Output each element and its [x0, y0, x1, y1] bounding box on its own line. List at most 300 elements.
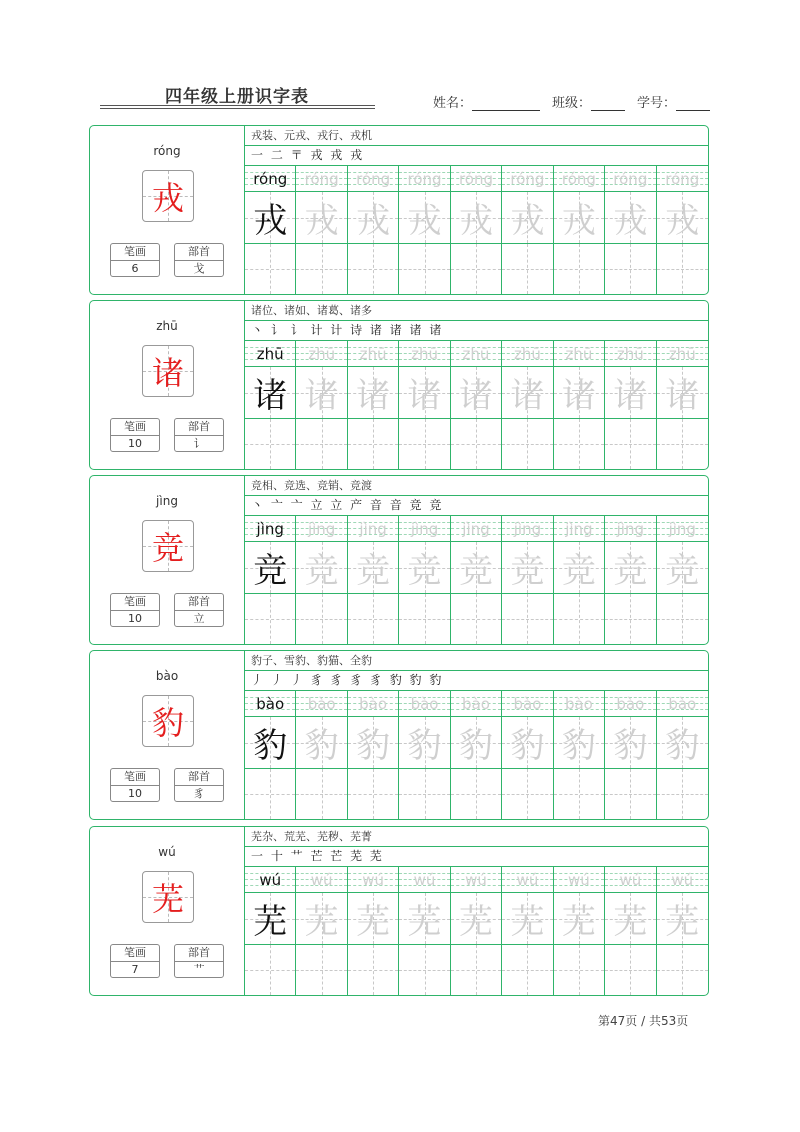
character-model: 戎: [253, 201, 288, 241]
character-trace: 戎: [561, 201, 596, 241]
blank-writing-box[interactable]: [296, 419, 346, 469]
blank-writing-box[interactable]: [657, 945, 708, 995]
practice-column: [554, 341, 605, 469]
character-info-panel: [90, 301, 245, 469]
practice-column: [502, 691, 553, 819]
character-writing-box: [502, 893, 552, 945]
practice-column: [605, 516, 656, 644]
character-writing-box: [554, 717, 604, 769]
pinyin-writing-row: [348, 867, 398, 893]
page-title: 四年级上册识字表: [165, 87, 309, 107]
practice-grid: [245, 341, 708, 469]
practice-column: [502, 867, 553, 995]
character-writing-box: [399, 542, 449, 594]
student-info-fields: [433, 92, 710, 111]
blank-writing-box[interactable]: [399, 419, 449, 469]
pinyin-trace: wú: [516, 871, 539, 889]
pinyin-trace: wú: [671, 871, 694, 889]
pinyin-writing-row: [554, 341, 604, 367]
stroke-count-value: 10: [128, 612, 142, 625]
pinyin-writing-row: [348, 691, 398, 717]
blank-writing-box[interactable]: [554, 594, 604, 644]
pinyin-trace: bào: [668, 695, 697, 713]
pinyin-trace: róng: [458, 170, 494, 188]
character-trace: 豹: [510, 726, 545, 766]
character-large: 芜: [151, 880, 184, 918]
example-words: 戎装、元戎、戎行、戎机: [251, 129, 372, 142]
character-trace: 诸: [665, 376, 700, 416]
practice-column: [657, 691, 708, 819]
practice-column: [605, 867, 656, 995]
character-trace: 诸: [510, 376, 545, 416]
character-writing-box: [348, 717, 398, 769]
blank-writing-box[interactable]: [657, 244, 708, 294]
blank-writing-box[interactable]: [399, 244, 449, 294]
pinyin-writing-row: [296, 341, 346, 367]
stroke-count-box: [110, 418, 160, 452]
blank-writing-box[interactable]: [348, 769, 398, 819]
character-info-panel: [90, 126, 245, 294]
character-writing-box: [554, 893, 604, 945]
character-trace: 竞: [510, 551, 545, 591]
pinyin-writing-row: [399, 516, 449, 542]
pinyin-trace: róng: [613, 170, 648, 188]
stroke-count-label: 笔画: [111, 594, 159, 611]
blank-writing-box[interactable]: [451, 244, 501, 294]
character-writing-box: [657, 192, 708, 244]
stroke-order: 丶 讠 讠 计 计 诗 诸 诸 诸 诸: [251, 323, 444, 337]
pinyin-writing-row: [502, 341, 552, 367]
practice-column: [296, 691, 347, 819]
blank-writing-box[interactable]: [502, 594, 552, 644]
pinyin-trace: bào: [564, 695, 593, 713]
pinyin-writing-row: [451, 341, 501, 367]
practice-column: [245, 691, 296, 819]
pinyin-trace: bào: [513, 695, 542, 713]
character-trace: 豹: [665, 726, 700, 766]
blank-writing-box[interactable]: [657, 594, 708, 644]
character-trace: 戎: [458, 201, 493, 241]
stroke-order: 丶 亠 亠 立 立 产 音 音 竞 竞: [251, 498, 444, 512]
pinyin-writing-row: [245, 166, 295, 192]
character-writing-box: [296, 893, 346, 945]
practice-column: [399, 867, 450, 995]
character-trace: 芜: [304, 902, 339, 942]
blank-writing-box[interactable]: [554, 419, 604, 469]
character-card: [89, 300, 709, 470]
practice-column: [296, 341, 347, 469]
practice-column: [399, 516, 450, 644]
pinyin-writing-row: [399, 867, 449, 893]
blank-writing-box[interactable]: [245, 594, 295, 644]
pinyin-writing-row: [502, 691, 552, 717]
character-pinyin: zhū: [156, 319, 178, 333]
pinyin-writing-row: [451, 166, 501, 192]
character-writing-box: [245, 192, 295, 244]
blank-writing-box[interactable]: [502, 244, 552, 294]
pinyin-trace: jìng: [462, 520, 490, 538]
pinyin-trace: róng: [665, 170, 700, 188]
blank-writing-box[interactable]: [245, 419, 295, 469]
pinyin-writing-row: [554, 166, 604, 192]
practice-column: [554, 166, 605, 294]
pinyin-trace: zhū: [462, 345, 490, 363]
blank-writing-box[interactable]: [296, 945, 346, 995]
pinyin-trace: róng: [561, 170, 596, 188]
character-writing-box: [605, 542, 655, 594]
radical-value: 立: [193, 612, 205, 625]
character-large: 豹: [151, 704, 184, 742]
pinyin-model: róng: [253, 170, 288, 188]
practice-column: [657, 166, 708, 294]
character-writing-box: [399, 717, 449, 769]
pinyin-trace: zhū: [359, 345, 387, 363]
stroke-count-label: 笔画: [111, 244, 159, 261]
pinyin-trace: róng: [407, 170, 442, 188]
practice-column: [554, 516, 605, 644]
practice-panel: [245, 476, 708, 644]
blank-writing-box[interactable]: [245, 244, 295, 294]
practice-column: [399, 341, 450, 469]
character-trace: 豹: [458, 726, 493, 766]
stroke-order: 一 十 艹 芒 芒 芜 芜: [251, 849, 384, 863]
practice-column: [348, 691, 399, 819]
character-trace: 芜: [407, 902, 442, 942]
character-model: 竞: [253, 551, 288, 591]
stroke-count-label: 笔画: [111, 419, 159, 436]
blank-writing-box[interactable]: [451, 594, 501, 644]
practice-column: [554, 691, 605, 819]
title-underline: [100, 105, 375, 106]
character-writing-box: [554, 542, 604, 594]
pinyin-model: jìng: [256, 520, 284, 538]
pinyin-writing-row: [605, 691, 655, 717]
practice-grid: [245, 867, 708, 995]
class-blank[interactable]: [591, 96, 625, 111]
character-display-box: [142, 695, 194, 747]
pinyin-trace: zhū: [411, 345, 438, 363]
pinyin-trace: wú: [465, 871, 487, 889]
character-trace: 豹: [304, 726, 339, 766]
practice-column: [348, 867, 399, 995]
character-writing-box: [657, 542, 708, 594]
pinyin-writing-row: [245, 516, 295, 542]
practice-column: [451, 691, 502, 819]
blank-writing-box[interactable]: [451, 769, 501, 819]
character-display-box: [142, 520, 194, 572]
example-words: 诸位、诸如、诸葛、诸多: [251, 304, 372, 317]
blank-writing-box[interactable]: [605, 244, 655, 294]
blank-writing-box[interactable]: [605, 769, 655, 819]
character-large: 诸: [151, 354, 184, 392]
pinyin-trace: jìng: [565, 520, 593, 538]
blank-writing-box[interactable]: [451, 419, 501, 469]
character-writing-box: [451, 717, 501, 769]
pinyin-trace: zhū: [513, 345, 541, 363]
practice-column: [296, 867, 347, 995]
title-underline-second: [100, 108, 375, 109]
practice-column: [605, 691, 656, 819]
blank-writing-box[interactable]: [502, 769, 552, 819]
character-writing-box: [554, 367, 604, 419]
practice-column: [399, 691, 450, 819]
character-trace: 竞: [458, 551, 493, 591]
name-label: 姓名：: [433, 96, 473, 111]
radical-box: [174, 243, 224, 277]
pinyin-writing-row: [605, 516, 655, 542]
practice-column: [245, 516, 296, 644]
character-trace: 芜: [458, 902, 493, 942]
character-writing-box: [245, 717, 295, 769]
character-trace: 豹: [407, 726, 442, 766]
pinyin-trace: jìng: [359, 520, 387, 538]
page-number: 第47页 / 共53页: [598, 1014, 689, 1028]
practice-column: [296, 516, 347, 644]
blank-writing-box[interactable]: [348, 594, 398, 644]
blank-writing-box[interactable]: [605, 419, 655, 469]
character-writing-box: [348, 893, 398, 945]
practice-column: [502, 341, 553, 469]
stroke-count-label: 笔画: [111, 945, 159, 962]
practice-column: [502, 166, 553, 294]
character-writing-box: [296, 542, 346, 594]
pinyin-writing-row: [605, 341, 655, 367]
practice-column: [657, 516, 708, 644]
practice-column: [605, 166, 656, 294]
practice-panel: [245, 651, 708, 819]
blank-writing-box[interactable]: [245, 769, 295, 819]
pinyin-trace: róng: [510, 170, 545, 188]
blank-writing-box[interactable]: [348, 945, 398, 995]
radical-box: [174, 418, 224, 452]
example-words: 竞相、竞选、竞销、竞渡: [251, 479, 372, 492]
stroke-order: 一 二 〒 戎 戎 戎: [251, 148, 365, 162]
character-writing-box: [502, 367, 552, 419]
blank-writing-box[interactable]: [399, 945, 449, 995]
radical-value: 豸: [193, 787, 205, 800]
practice-grid: [245, 516, 708, 644]
character-pinyin: róng: [153, 144, 181, 158]
blank-writing-box[interactable]: [451, 945, 501, 995]
pinyin-writing-row: [348, 166, 398, 192]
practice-column: [502, 516, 553, 644]
character-writing-box: [348, 192, 398, 244]
stroke-count-box: [110, 593, 160, 627]
blank-writing-box[interactable]: [605, 594, 655, 644]
practice-column: [554, 867, 605, 995]
character-writing-box: [657, 893, 708, 945]
example-words: 芜杂、荒芜、芜秽、芜菁: [251, 830, 372, 843]
example-words: 豹子、雪豹、豹猫、全豹: [251, 654, 372, 667]
pinyin-writing-row: [348, 341, 398, 367]
pinyin-trace: wú: [567, 871, 590, 889]
pinyin-trace: jìng: [410, 520, 439, 538]
blank-writing-box[interactable]: [296, 769, 346, 819]
pinyin-writing-row: [348, 516, 398, 542]
blank-writing-box[interactable]: [554, 769, 604, 819]
character-trace: 豹: [561, 726, 596, 766]
character-writing-box: [554, 192, 604, 244]
character-writing-box: [605, 367, 655, 419]
blank-writing-box[interactable]: [502, 945, 552, 995]
stroke-count-value: 7: [131, 963, 139, 976]
character-pinyin: bào: [155, 669, 179, 683]
character-writing-box: [451, 542, 501, 594]
character-info-panel: [90, 651, 245, 819]
character-writing-box: [657, 367, 708, 419]
character-display-box: [142, 170, 194, 222]
character-writing-box: [399, 192, 449, 244]
blank-writing-box[interactable]: [296, 594, 346, 644]
number-label: 学号：: [637, 96, 677, 111]
pinyin-trace: wú: [413, 871, 436, 889]
stroke-count-value: 10: [128, 787, 142, 800]
pinyin-writing-row: [657, 341, 708, 367]
character-writing-box: [399, 367, 449, 419]
stroke-count-box: [110, 243, 160, 277]
stroke-count-value: 10: [128, 437, 142, 450]
pinyin-writing-row: [657, 516, 708, 542]
pinyin-writing-row: [296, 691, 346, 717]
blank-writing-box[interactable]: [399, 594, 449, 644]
practice-column: [348, 516, 399, 644]
character-trace: 芜: [561, 902, 596, 942]
practice-panel: [245, 301, 708, 469]
blank-writing-box[interactable]: [502, 419, 552, 469]
character-trace: 诸: [561, 376, 596, 416]
pinyin-writing-row: [399, 691, 449, 717]
pinyin-writing-row: [657, 867, 708, 893]
practice-column: [399, 166, 450, 294]
blank-writing-box[interactable]: [348, 419, 398, 469]
pinyin-trace: bào: [410, 695, 439, 713]
number-blank[interactable]: [676, 96, 710, 111]
pinyin-writing-row: [451, 867, 501, 893]
character-writing-box: [451, 367, 501, 419]
pinyin-trace: zhū: [668, 345, 696, 363]
character-writing-box: [399, 893, 449, 945]
blank-writing-box[interactable]: [399, 769, 449, 819]
character-writing-box: [657, 717, 708, 769]
pinyin-trace: zhū: [616, 345, 644, 363]
character-model: 豹: [253, 726, 288, 766]
pinyin-writing-row: [451, 516, 501, 542]
blank-writing-box[interactable]: [605, 945, 655, 995]
blank-writing-box[interactable]: [657, 769, 708, 819]
character-trace: 戎: [665, 201, 700, 241]
practice-grid: [245, 691, 708, 819]
pinyin-trace: bào: [359, 695, 388, 713]
character-writing-box: [451, 192, 501, 244]
practice-column: [657, 867, 708, 995]
radical-box: [174, 593, 224, 627]
character-trace: 芜: [665, 902, 700, 942]
character-writing-box: [451, 893, 501, 945]
practice-column: [451, 166, 502, 294]
pinyin-writing-row: [554, 867, 604, 893]
character-trace: 竞: [356, 551, 391, 591]
character-writing-box: [605, 893, 655, 945]
pinyin-writing-row: [245, 691, 295, 717]
pinyin-writing-row: [554, 691, 604, 717]
pinyin-model: bào: [256, 695, 285, 713]
character-card: [89, 125, 709, 295]
practice-column: [605, 341, 656, 469]
character-trace: 戎: [613, 201, 648, 241]
pinyin-writing-row: [502, 867, 552, 893]
character-writing-box: [605, 717, 655, 769]
blank-writing-box[interactable]: [554, 244, 604, 294]
character-trace: 诸: [613, 376, 648, 416]
radical-label: 部首: [175, 769, 223, 786]
stroke-count-box: [110, 768, 160, 802]
blank-writing-box[interactable]: [348, 244, 398, 294]
name-blank[interactable]: [472, 96, 540, 111]
pinyin-trace: bào: [616, 695, 645, 713]
radical-box: [174, 944, 224, 978]
character-trace: 戎: [510, 201, 545, 241]
character-trace: 竞: [304, 551, 339, 591]
character-writing-box: [348, 367, 398, 419]
practice-column: [657, 341, 708, 469]
blank-writing-box[interactable]: [657, 419, 708, 469]
practice-grid: [245, 166, 708, 294]
character-trace: 芜: [510, 902, 545, 942]
radical-value: 戈: [193, 262, 205, 275]
practice-column: [451, 516, 502, 644]
pinyin-trace: wú: [619, 871, 642, 889]
blank-writing-box[interactable]: [296, 244, 346, 294]
pinyin-writing-row: [657, 166, 708, 192]
character-info-panel: [90, 827, 245, 995]
pinyin-writing-row: [399, 341, 449, 367]
radical-box: [174, 768, 224, 802]
character-writing-box: [502, 192, 552, 244]
pinyin-trace: róng: [304, 170, 339, 188]
radical-value: 艹: [193, 963, 205, 976]
blank-writing-box[interactable]: [245, 945, 295, 995]
pinyin-writing-row: [245, 341, 295, 367]
character-trace: 竞: [407, 551, 442, 591]
practice-panel: [245, 126, 708, 294]
pinyin-writing-row: [554, 516, 604, 542]
character-info-panel: [90, 476, 245, 644]
practice-panel: [245, 827, 708, 995]
stroke-count-box: [110, 944, 160, 978]
blank-writing-box[interactable]: [554, 945, 604, 995]
practice-column: [245, 166, 296, 294]
practice-column: [245, 867, 296, 995]
character-writing-box: [605, 192, 655, 244]
pinyin-trace: wú: [362, 871, 384, 889]
practice-column: [451, 341, 502, 469]
practice-column: [245, 341, 296, 469]
character-writing-box: [502, 717, 552, 769]
character-writing-box: [348, 542, 398, 594]
character-writing-box: [296, 192, 346, 244]
character-writing-box: [296, 717, 346, 769]
practice-column: [348, 166, 399, 294]
pinyin-trace: bào: [307, 695, 336, 713]
character-writing-box: [245, 367, 295, 419]
pinyin-trace: zhū: [565, 345, 593, 363]
practice-column: [348, 341, 399, 469]
pinyin-writing-row: [605, 867, 655, 893]
character-pinyin: wú: [158, 845, 176, 859]
character-card: [89, 475, 709, 645]
character-card: [89, 650, 709, 820]
character-writing-box: [296, 367, 346, 419]
